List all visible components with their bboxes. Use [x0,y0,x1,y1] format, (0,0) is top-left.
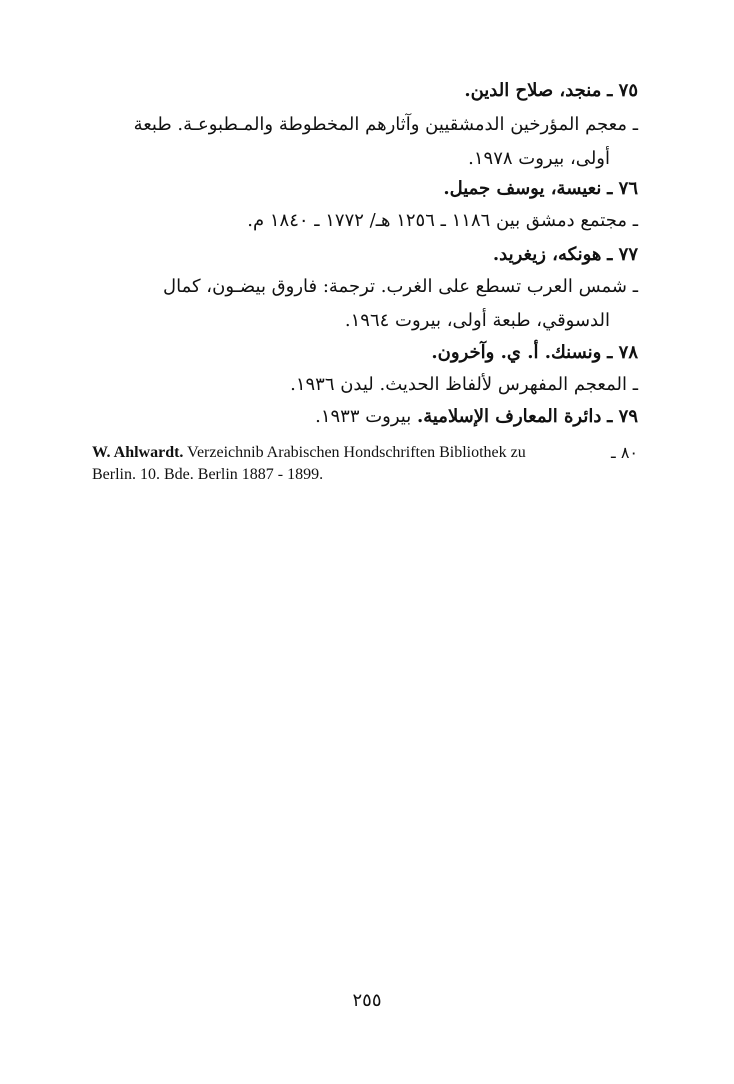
entry-77-line-1: ـ شمس العرب تسطع على الغرب. ترجمة: فاروق بيضـون، كمال [163,276,638,297]
entry-author: دائرة المعارف الإسلامية. [416,406,602,427]
entry-80-number: ٨٠ ـ [611,443,638,462]
entry-author: ونسنك. أ. ي. وآخرون. [431,342,602,363]
entry-79-heading [315,404,638,430]
entry-76-line-1: ـ مجتمع دمشق بين ١١٨٦ ـ ١٢٥٦ هـ/ ١٧٧٢ ـ ١٨٤٠ م. [247,210,638,231]
entry-75-line-2: أولى، بيروت ١٩٧٨. [468,148,610,169]
entry-number: ٧٥ ـ [607,80,638,101]
entry-number: ٧٩ ـ [607,406,638,427]
entry-number: ٧٦ ـ [607,178,638,199]
entry-78-line-1: ـ المعجم المفهرس لألفاظ الحديث. ليدن ١٩٣٦. [290,374,638,395]
entry-80-line-1 [92,442,642,464]
entry-author: نعيسة، يوسف جميل. [443,178,602,199]
entry-number: ٧٨ ـ [607,342,638,363]
entry-author: منجد، صلاح الدين. [464,80,602,101]
entry-77-heading [493,242,638,268]
entry-75-heading [464,78,638,104]
entry-75-line-1: ـ معجم المؤرخين الدمشقيين وآثارهم المخطوطة والمـطبوعـة. طبعة [133,114,638,135]
entry-76-heading [443,176,638,202]
entry-79-publication: بيروت ١٩٣٣. [315,406,412,427]
entry-number: ٧٧ ـ [607,244,638,265]
entry-80-title: Verzeichnib Arabischen Hondschriften Bibliothek zu [187,444,526,461]
page-number: ٢٥٥ [352,990,382,1011]
entry-author: هونكه، زيغريد. [492,244,602,265]
entry-77-line-2: الدسوقي، طبعة أولى، بيروت ١٩٦٤. [344,310,610,331]
entry-80-author: W. Ahlwardt. [92,444,184,461]
entry-78-heading [431,340,638,366]
entry-80-line-2: Berlin. 10. Bde. Berlin 1887 - 1899. [92,466,324,483]
